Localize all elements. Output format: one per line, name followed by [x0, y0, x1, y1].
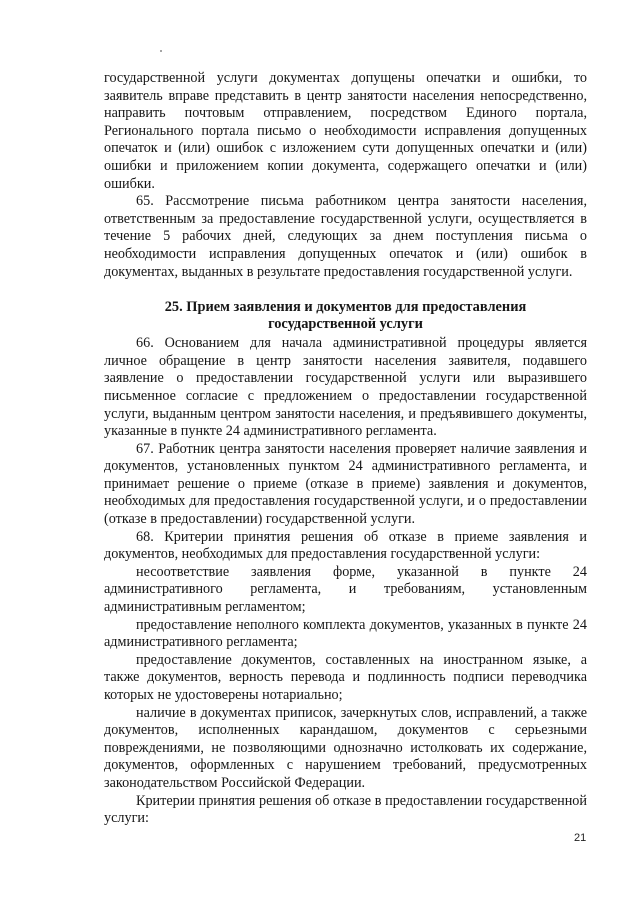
page-number: 21: [574, 832, 587, 844]
document-page: [104, 70, 587, 828]
section-heading-line-1: 25. Прием заявления и документов для предоставления: [164, 299, 527, 316]
section-heading: [104, 299, 587, 333]
paragraph-closing: Критерии принятия решения об отказе в предоставлении государственной услуги:: [104, 792, 587, 827]
paragraph-continuation: государственной услуги документах допущены опечатки и ошибки, то заявитель вправе представить в центр занятости населения непосредственно, направить почтовым отправлением, посредством Единого портала, Регионального портала письмо о необходимости исправления допущенных опечаток и (или) ошибок с изложением сути допущенных опечатки и (или) ошибки и приложением копии документа, содержащего опечатки и (или) ошибки.: [104, 70, 587, 192]
paragraph-65: 65. Рассмотрение письма работником центра занятости населения, ответственным за предоставление государственной услуги, осуществляется в течение 5 рабочих дней, следующих за днем поступления письма о необходимости исправления допущенных опечаток и (или) ошибок в документах, выданных в результате предоставления государственной услуги.: [104, 193, 587, 280]
paragraph-67: 67. Работник центра занятости населения проверяет наличие заявления и документов, установленных пунктом 24 административного регламента, и принимает решение о приеме (отказе в приеме) заявления и документов, необходимых для предоставления государственной услуги, и о предоставлении (отказе в предоставлении) государственной услуги.: [104, 440, 587, 528]
criteria-item: несоответствие заявления форме, указанной в пункте 24 административного регламента, и требованиям, установленным административным регламентом;: [104, 563, 587, 616]
paragraph-66: 66. Основанием для начала административной процедуры является личное обращение в центр занятости населения заявителя, подавшего заявление о предоставлении государственной услуги или выразившего письменное согласие с предложением о предоставлении государственной услуги, выданным центром занятости населения, и предъявившего документы, указанные в пункте 24 административного регламента.: [104, 335, 587, 440]
scan-speck: [160, 50, 162, 52]
paragraph-68: 68. Критерии принятия решения об отказе в приеме заявления и документов, необходимых для предоставления государственной услуги:: [104, 528, 587, 563]
criteria-item: предоставление документов, составленных на иностранном языке, а также документов, верность перевода и подлинность подписи переводчика которых не удостоверены нотариально;: [104, 651, 587, 703]
criteria-item: наличие в документах приписок, зачеркнутых слов, исправлений, а также документов, исполненных карандашом, документов с серьезными повреждениями, не позволяющими однозначно истолковать их содержание, документов, оформленных с нарушением требований, предусмотренных законодательством Российской Федерации.: [104, 704, 587, 791]
section-heading-line-2: государственной услуги: [268, 316, 423, 333]
criteria-item: предоставление неполного комплекта документов, указанных в пункте 24 административного регламента;: [104, 616, 587, 651]
